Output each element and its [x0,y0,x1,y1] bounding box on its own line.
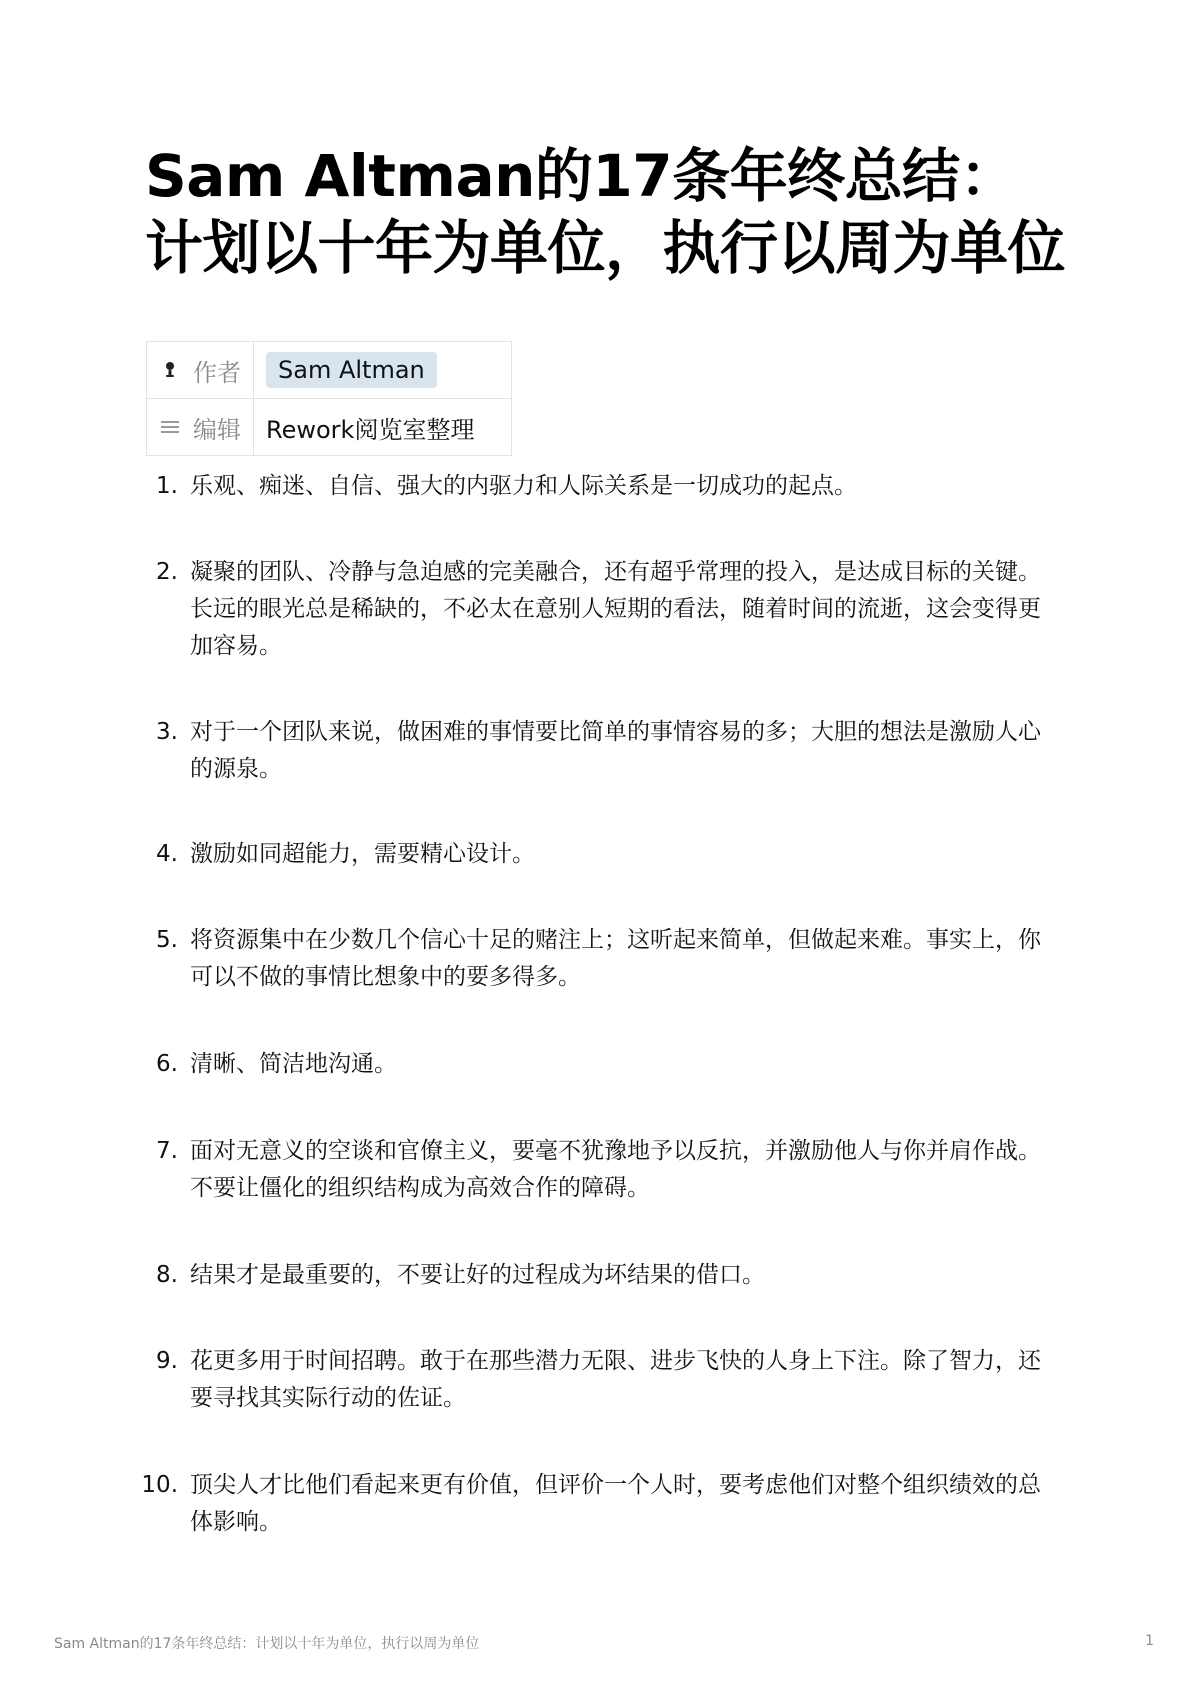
list-item-number: 10. [141,1472,178,1498]
list-item-number: 9. [156,1348,178,1374]
list-item-number: 7. [156,1138,178,1164]
page-title: Sam Altman的17条年终总结：计划以十年为单位，执行以周为单位 [145,142,1066,282]
property-row-author [147,342,512,399]
list-item-text: 花更多用于时间招聘。敢于在那些潜力无限、进步飞快的人身上下注。除了智力，还要寻找其实际行动的佐证。 [190,1348,1041,1411]
person-icon [161,359,179,381]
list-item-text: 面对无意义的空谈和官僚主义，要毫不犹豫地予以反抗，并激励他人与你并肩作战。不要让僵化的组织结构成为高效合作的障碍。 [190,1138,1041,1201]
list-item-number: 3. [156,719,178,745]
list-item-number: 2. [156,559,178,585]
list-item-text: 结果才是最重要的，不要让好的过程成为坏结果的借口。 [190,1262,765,1288]
property-label-editor: 编辑 [193,415,241,444]
editor-text: Rework阅览室整理 [266,415,475,444]
list-item-text: 对于一个团队来说，做困难的事情要比简单的事情容易的多；大胆的想法是激励人心的源泉。 [190,719,1041,782]
text-lines-icon [161,416,179,438]
list-item-text: 凝聚的团队、冷静与急迫感的完美融合，还有超乎常理的投入，是达成目标的关键。长远的眼光总是稀缺的，不必太在意别人短期的看法，随着时间的流逝，这会变得更加容易。 [190,559,1041,659]
list-item-text: 顶尖人才比他们看起来更有价值，但评价一个人时，要考虑他们对整个组织绩效的总体影响。 [190,1472,1041,1535]
footer-title: Sam Altman的17条年终总结：计划以十年为单位，执行以周为单位 [54,1636,480,1652]
list-item-number: 1. [156,473,178,499]
property-row-editor [147,399,512,456]
property-key-editor [147,399,254,456]
property-value-editor[interactable] [254,399,512,456]
list-item-number: 6. [156,1051,178,1077]
list-item-text: 将资源集中在少数几个信心十足的赌注上；这听起来简单，但做起来难。事实上，你可以不做的事情比想象中的要多得多。 [190,927,1041,990]
list-item-text: 清晰、简洁地沟通。 [190,1051,397,1077]
property-label-author: 作者 [193,358,241,387]
property-value-author[interactable] [254,342,512,399]
properties-table [146,341,512,456]
list-item-text: 激励如同超能力，需要精心设计。 [190,841,535,867]
page-number: 1 [1145,1633,1154,1649]
list-item-number: 4. [156,841,178,867]
property-key-author [147,342,254,399]
author-tag[interactable]: Sam Altman [266,352,437,388]
list-item-number: 8. [156,1262,178,1288]
list-item-text: 乐观、痴迷、自信、强大的内驱力和人际关系是一切成功的起点。 [190,473,857,499]
list-item-number: 5. [156,927,178,953]
